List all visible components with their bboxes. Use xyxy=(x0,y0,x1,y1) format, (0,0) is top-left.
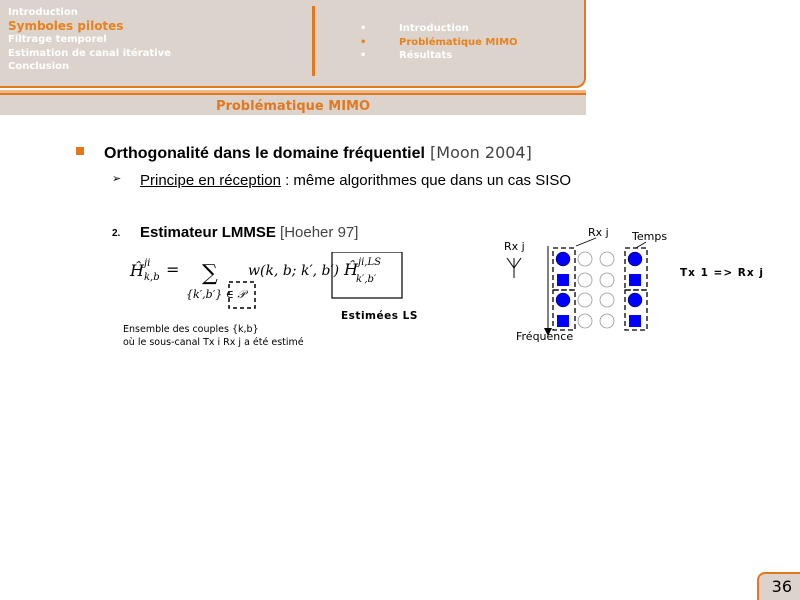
arrow-bullet-icon: ➢ xyxy=(112,173,122,185)
formula-sum: ∑ xyxy=(202,261,218,286)
list-number: 2. xyxy=(112,228,121,239)
ls-estimates-label: Estimées LS xyxy=(341,310,418,322)
pilot-circle xyxy=(628,293,642,307)
diagram-rx-left: Rx j xyxy=(504,240,525,253)
nav-item-conclusion[interactable]: Conclusion xyxy=(8,61,70,72)
nav-item-introduction[interactable]: Introduction xyxy=(8,7,78,18)
pilot-circle xyxy=(628,252,642,266)
tx-rx-link-label: Tx 1 => Rx j xyxy=(680,267,764,279)
formula-lhs: Ĥ xyxy=(130,261,144,280)
diagram-freq-label: Fréquence xyxy=(516,330,574,343)
grid-row-1 xyxy=(556,252,642,266)
data-circle xyxy=(578,273,592,287)
pilot-square xyxy=(557,274,569,286)
formula-lhs-sub: k,b xyxy=(144,272,160,283)
diagram-time-label: Temps xyxy=(632,230,668,243)
page-number-tab xyxy=(757,572,800,600)
formula-rhs-sup: ji,LS xyxy=(358,257,381,268)
square-bullet-icon xyxy=(76,147,84,155)
grid-row-3 xyxy=(556,293,642,307)
formula-sum-index: {k′,b′} ∈ 𝒫 xyxy=(186,288,246,301)
data-circle xyxy=(578,314,592,328)
pilot-circle xyxy=(556,252,570,266)
formula-rhs: Ĥ xyxy=(344,260,358,279)
slide-title: Problématique MIMO xyxy=(215,99,371,114)
header-band xyxy=(0,0,586,88)
formula-lhs-sup: ji xyxy=(144,258,151,269)
subnav-item[interactable]: • Résultats xyxy=(360,50,453,61)
formula-weight: w(k, b; k′, b′) xyxy=(248,263,340,279)
subnav-item-active[interactable]: • Problématique MIMO xyxy=(360,36,518,48)
page-number: 36 xyxy=(771,577,792,596)
data-circle xyxy=(600,273,614,287)
grid-row-2 xyxy=(557,273,641,287)
section-nav xyxy=(8,6,171,74)
data-circle xyxy=(600,293,614,307)
data-circle xyxy=(600,314,614,328)
nav-item-filtrage-temporel[interactable]: Filtrage temporel xyxy=(8,34,107,45)
diagram-rx-top: Rx j xyxy=(588,226,609,239)
data-circle xyxy=(578,293,592,307)
pilot-circle xyxy=(556,293,570,307)
formula-rhs-sub: k′,b′ xyxy=(356,274,377,285)
nav-separator xyxy=(312,6,315,76)
data-circle xyxy=(600,252,614,266)
formula-equals: = xyxy=(166,260,180,279)
pilot-set-note: Ensemble des couples {k,b} où le sous-canal Tx i Rx j a été estimé xyxy=(123,324,304,348)
pilot-square xyxy=(557,315,569,327)
slide-title-bar xyxy=(0,93,586,115)
pilot-square xyxy=(629,274,641,286)
data-circle xyxy=(578,252,592,266)
pilot-square xyxy=(629,315,641,327)
subnav-item[interactable]: • Introduction xyxy=(360,23,469,34)
rx-pointer xyxy=(576,238,596,246)
nav-item-symboles-pilotes[interactable]: Symboles pilotes xyxy=(8,18,124,33)
pilot-grid-diagram xyxy=(496,220,696,350)
antenna-icon xyxy=(507,258,521,278)
nav-item-estimation[interactable]: Estimation de canal itérative xyxy=(8,47,171,59)
grid-row-4 xyxy=(557,314,641,328)
subsection-nav xyxy=(360,22,518,63)
